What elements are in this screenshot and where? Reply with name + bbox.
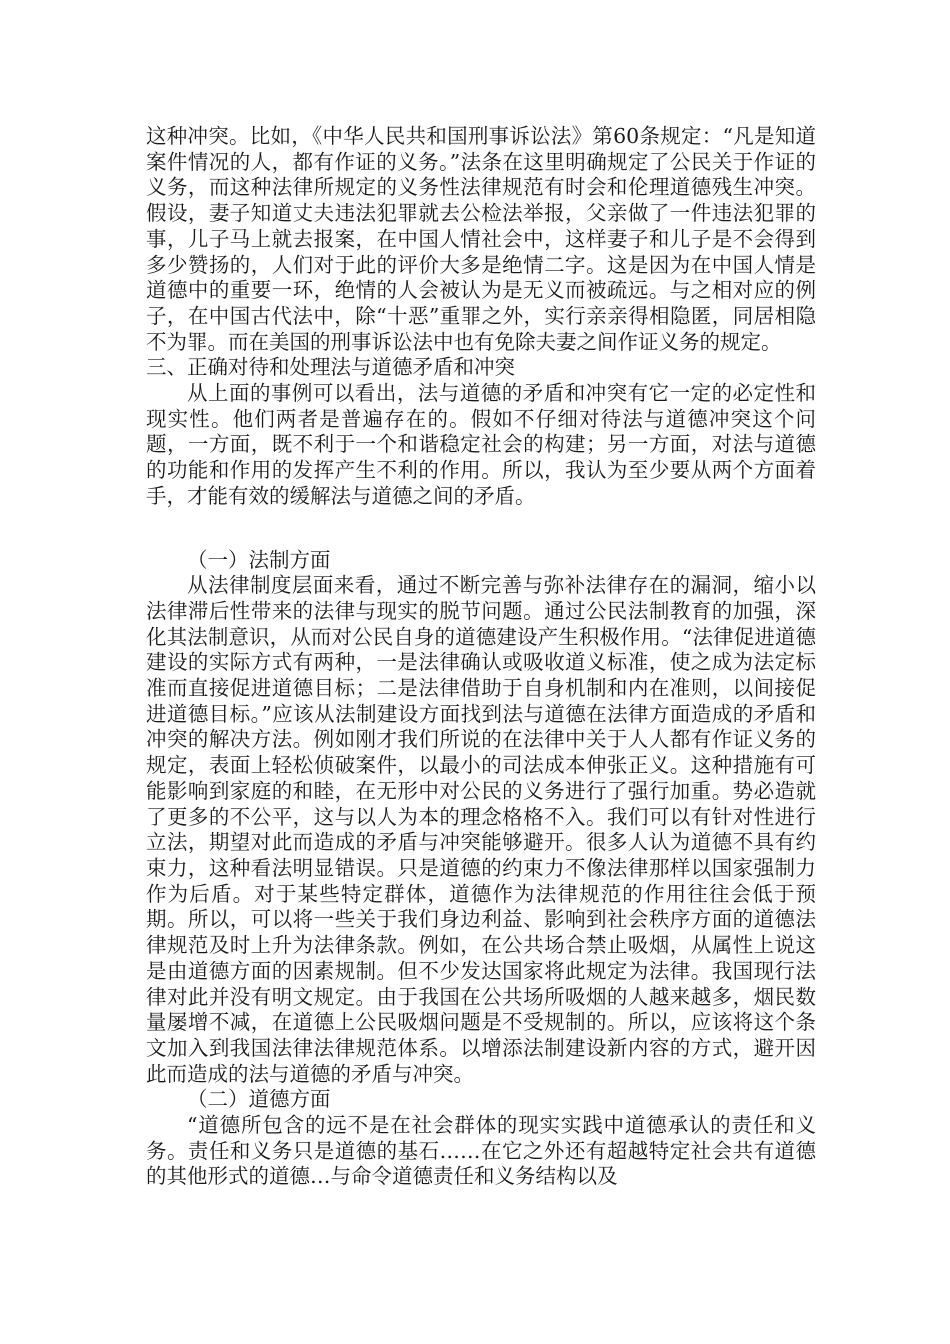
section-three-heading: 三、正确对待和处理法与道德矛盾和冲突	[146, 355, 515, 380]
subsection-two-heading: （二）道德方面	[187, 1087, 331, 1112]
subsection-one-paragraph: 从法律制度层面来看，通过不断完善与弥补法律存在的漏洞，缩小以法律滞后性带来的法律与现实的脱节问题。通过公民法制教育的加强，深化其法制意识，从而对公民自身的道德建设产生积极作用。“法律促进道德建设的实际方式有两种，一是法律确认或吸收道义标准，使之成为法定标准而直接促进道德目标；二是法律借助于自身机制和内在准则，以间接促进道德目标。”应该从法制建设方面找到法与道德在法律方面造成的矛盾和冲突的解决方法。例如刚才我们所说的在法律中关于人人都有作证义务的规定，表面上轻松侦破案件，以最小的司法成本伸张正义。这种措施有可能影响到家庭的和睦，在无形中对公民的义务进行了强行加重。势必造就了更多的不公平，这与以人为本的理念格格不入。我们可以有针对性进行立法，期望对此而造成的矛盾与冲突能够避开。很多人认为道德不具有约束力，这种看法明显错误。只是道德的约束力不像法律那样以国家强制力作为后盾。对于某些特定群体，道德作为法律规范的作用往往会低于预期。所以，可以将一些关于我们身边利益、影响到社会秩序方面的道德法律规范及时上升为法律条款。例如，在公共场合禁止吸烟，从属性上说这是由道德方面的因素规制。但不少发达国家将此规定为法律。我国现行法律对此并没有明文规定。由于我国在公共场所吸烟的人越来越多，烟民数量屡增不减，在道德上公民吸烟问题是不受规制的。所以，应该将这个条文加入到我国法律法律规范体系。以增添法制建设新内容的方式，避开因此而造成的法与道德的矛盾与冲突。	[146, 573, 816, 1086]
section-three-paragraph: 从上面的事例可以看出，法与道德的矛盾和冲突有它一定的必定性和现实性。他们两者是普遍存在的。假如不仔细对待法与道德冲突这个问题，一方面，既不利于一个和谐稳定社会的构建；另一方面，对法与道德的功能和作用的发挥产生不利的作用。所以，我认为至少要从两个方面着手，才能有效的缓解法与道德之间的矛盾。	[146, 381, 816, 508]
paragraph-spacer	[146, 510, 816, 548]
subsection-two-paragraph: “道德所包含的远不是在社会群体的现实实践中道德承认的责任和义务。责任和义务只是道德的基石……在它之外还有超越特定社会共有道德的其他形式的道德…与命令道德责任和义务结构以及	[146, 1113, 816, 1189]
document-page	[146, 124, 816, 1190]
intro-paragraph: 这种冲突。比如，《中华人民共和国刑事诉讼法》第60条规定：“凡是知道案件情况的人，都有作证的义务。”法条在这里明确规定了公民关于作证的义务，而这种法律所规定的义务性法律规范有时会和伦理道德残生冲突。假设，妻子知道丈夫违法犯罪就去公检法举报，父亲做了一件违法犯罪的事，儿子马上就去报案，在中国人情社会中，这样妻子和儿子是不会得到多少赞扬的，人们对于此的评价大多是绝情二字。这是因为在中国人情是道德中的重要一环，绝情的人会被认为是无义而被疏远。与之相对应的例子，在中国古代法中，除“十恶”重罪之外，实行亲亲得相隐匿，同居相隐不为罪。而在美国的刑事诉讼法中也有免除夫妻之间作证义务的规定。	[146, 124, 816, 354]
subsection-one-heading: （一）法制方面	[187, 547, 331, 572]
